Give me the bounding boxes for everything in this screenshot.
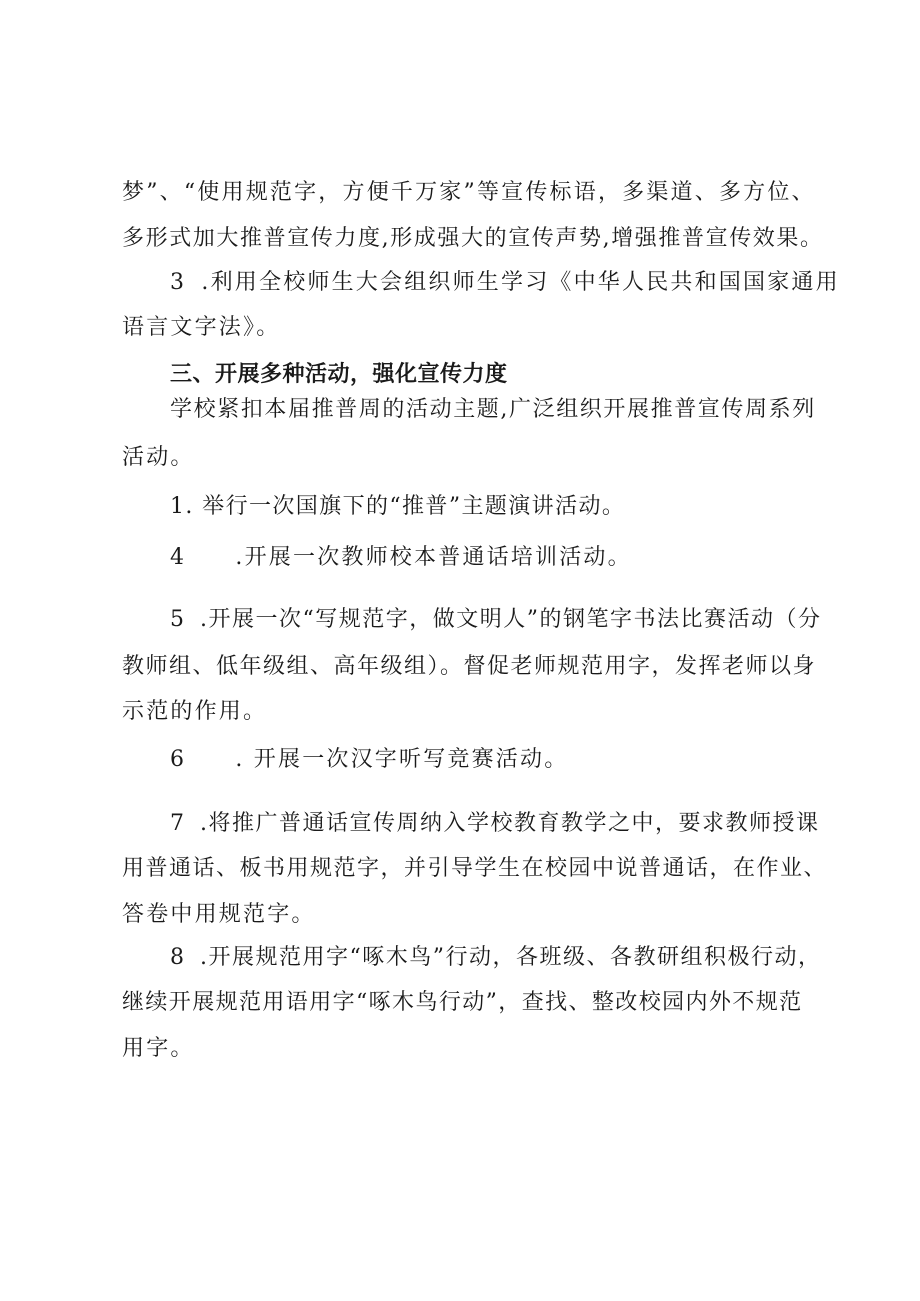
list-text: .将推广普通话宣传周纳入学校教育教学之中，要求教师授课 — [200, 811, 820, 836]
paragraph-line: 用普通话、板书用规范字，并引导学生在校园中说普通话，在作业、 — [122, 856, 828, 881]
list-number: 5 — [170, 607, 186, 632]
paragraph-line: 答卷中用规范字。 — [122, 902, 316, 927]
list-number: 4 — [170, 545, 187, 570]
list-text: . 开展一次汉字听写竞赛活动。 — [235, 747, 569, 772]
list-item-5 — [170, 605, 822, 635]
list-number: 8 — [170, 945, 186, 970]
list-item-4 — [170, 543, 632, 573]
list-text: .利用全校师生大会组织师生学习《中华人民共和国国家通用 — [201, 270, 840, 295]
list-item-7 — [170, 809, 820, 839]
list-item-1: 1. 举行一次国旗下的“推普”主题演讲活动。 — [170, 494, 626, 519]
list-text: .开展规范用字“啄木鸟”行动，各班级、各教研组积极行动， — [200, 945, 822, 970]
paragraph-line: 用字。 — [122, 1036, 195, 1061]
paragraph-line: 学校紧扣本届推普周的活动主题,广泛组织开展推普宣传周系列 — [170, 397, 816, 422]
list-number: 7 — [170, 811, 186, 836]
list-text: .开展一次教师校本普通话培训活动。 — [235, 545, 632, 570]
section-heading: 三、开展多种活动，强化宣传力度 — [170, 362, 508, 387]
list-number: 3 — [170, 270, 187, 295]
list-item-8 — [170, 943, 822, 973]
paragraph-line: 教师组、低年级组、高年级组）。督促老师规范用字，发挥老师以身 — [122, 654, 817, 679]
list-number: 6 — [170, 747, 187, 772]
paragraph-line: 活动。 — [122, 445, 195, 470]
list-text: .开展一次“写规范字，做文明人”的钢笔字书法比赛活动（分 — [200, 607, 822, 632]
list-item-3 — [170, 268, 840, 298]
list-item-6 — [170, 745, 568, 775]
paragraph-line: 语言文字法》。 — [122, 315, 281, 340]
paragraph-line: 梦”、“使用规范字，方便千万家”等宣传标语，多渠道、多方位、 — [122, 180, 816, 205]
paragraph-line: 继续开展规范用语用字“啄木鸟行动”，查找、整改校园内外不规范 — [122, 990, 803, 1015]
paragraph-line: 多形式加大推普宣传力度,形成强大的宣传声势,增强推普宣传效果。 — [122, 226, 824, 251]
paragraph-line: 示范的作用。 — [122, 699, 268, 724]
